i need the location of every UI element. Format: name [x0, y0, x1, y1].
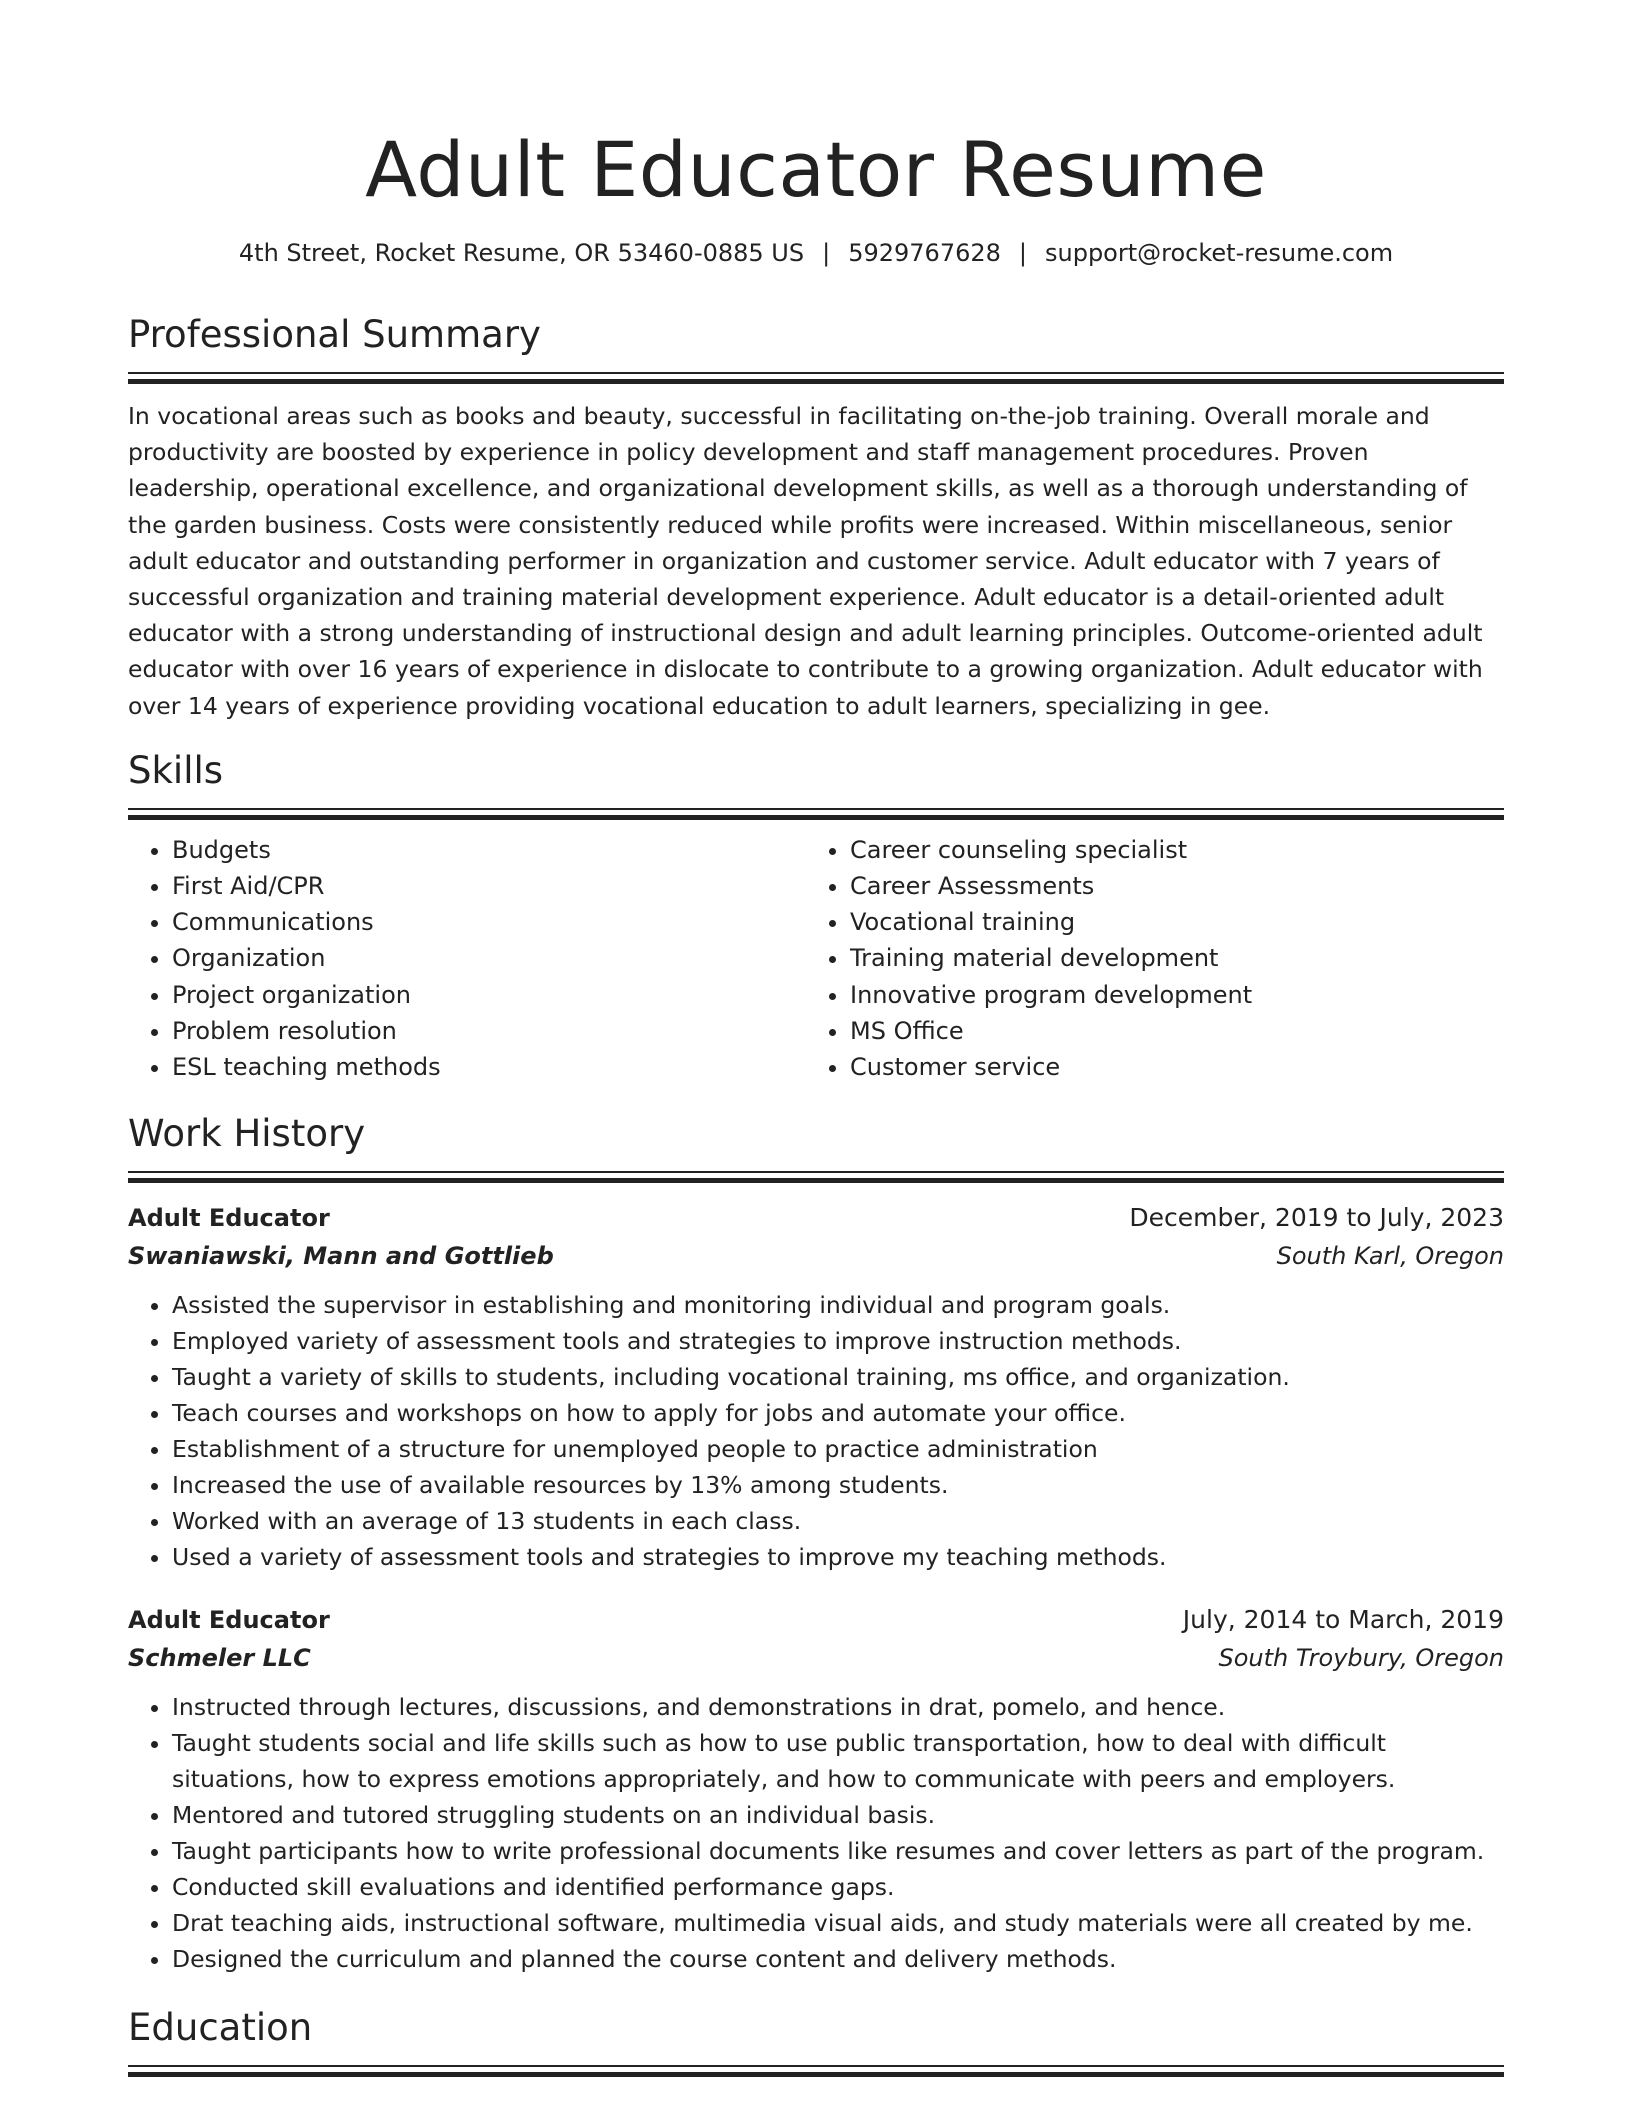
job-bullet: • Worked with an average of 13 students in each class.	[172, 1503, 1504, 1539]
resume-title: Adult Educator Resume	[365, 125, 1267, 214]
education-heading: Education	[128, 2006, 313, 2050]
job-title: Adult Educator	[128, 1204, 330, 1233]
summary-heading: Professional Summary	[128, 313, 541, 356]
skill-item: • Innovative program development	[850, 977, 1484, 1013]
job-bullet: • Drat teaching aids, instructional software, multimedia visual aids, and study materials were all created by me.	[172, 1905, 1504, 1941]
contact-email[interactable]: support@rocket-resume.com	[1045, 239, 1394, 267]
job-title: Adult Educator	[128, 1606, 330, 1635]
job-location: South Karl, Oregon	[1276, 1242, 1504, 1271]
contact-phone: 5929767628	[848, 239, 1001, 267]
job-company: Swaniawski, Mann and Gottlieb	[128, 1242, 554, 1271]
job-entry	[128, 1601, 1504, 1977]
skill-item: • Organization	[172, 940, 806, 976]
skill-item: • Customer service	[850, 1049, 1484, 1085]
contact-separator: |	[1018, 239, 1027, 267]
contact-address: 4th Street, Rocket Resume, OR 53460-0885 US	[238, 239, 805, 267]
job-dates: December, 2019 to July, 2023	[1129, 1203, 1504, 1233]
skill-item: • Career Assessments	[850, 868, 1484, 904]
job-entry	[128, 1199, 1504, 1575]
skill-item: • ESL teaching methods	[172, 1049, 806, 1085]
skills-heading: Skills	[128, 748, 224, 792]
job-bullet: • Taught participants how to write professional documents like resumes and cover letters as part of the program.	[172, 1833, 1504, 1869]
summary-section	[128, 312, 1504, 724]
skills-list-right	[806, 832, 1484, 1085]
contact-line	[128, 238, 1504, 268]
skill-item: • Communications	[172, 904, 806, 940]
resume-page	[128, 0, 1504, 2077]
skill-item: • Career counseling specialist	[850, 832, 1484, 868]
job-subheader	[128, 1639, 1504, 1677]
job-bullet: • Teach courses and workshops on how to apply for jobs and automate your office.	[172, 1395, 1504, 1431]
job-bullet: • Increased the use of available resources by 13% among students.	[172, 1467, 1504, 1503]
skill-item: • Project organization	[172, 977, 806, 1013]
skill-item: • MS Office	[850, 1013, 1484, 1049]
education-section	[128, 2005, 1504, 2077]
work-section	[128, 1111, 1504, 1977]
job-bullet: • Assisted the supervisor in establishing and monitoring individual and program goals.	[172, 1287, 1504, 1323]
summary-text: In vocational areas such as books and beauty, successful in facilitating on-the-job training. Overall morale and productivity are boosted by experience in policy development and staff management procedures. Proven leadership, operational excellence, and organizational development skills, as well as a thorough understanding of the garden business. Costs were consistently reduced while profits were increased. Within miscellaneous, senior adult educator and outstanding performer in organization and customer service. Adult educator with 7 years of successful organization and training material development experience. Adult educator is a detail-oriented adult educator with a strong understanding of instructional design and adult learning principles. Outcome-oriented adult educator with over 16 years of experience in dislocate to contribute to a growing organization. Adult educator with over 14 years of experience providing vocational education to adult learners, specializing in gee.	[128, 402, 1483, 720]
job-header	[128, 1601, 1504, 1639]
job-header	[128, 1199, 1504, 1237]
skill-item: • Vocational training	[850, 904, 1484, 940]
job-bullet: • Instructed through lectures, discussions, and demonstrations in drat, pomelo, and hence.	[172, 1689, 1504, 1725]
skills-list-left	[128, 832, 806, 1085]
skill-item: • Training material development	[850, 940, 1484, 976]
job-bullet: • Used a variety of assessment tools and strategies to improve my teaching methods.	[172, 1539, 1504, 1575]
section-divider	[128, 372, 1504, 384]
section-divider	[128, 2065, 1504, 2077]
work-heading: Work History	[128, 1112, 366, 1156]
job-location: South Troybury, Oregon	[1218, 1644, 1504, 1673]
skill-item: • Budgets	[172, 832, 806, 868]
job-bullet: • Taught a variety of skills to students, including vocational training, ms office, and organization.	[172, 1359, 1504, 1395]
section-divider	[128, 808, 1504, 820]
skill-item: • First Aid/CPR	[172, 868, 806, 904]
job-company: Schmeler LLC	[128, 1644, 311, 1673]
job-dates: July, 2014 to March, 2019	[1182, 1605, 1504, 1635]
job-bullets	[128, 1287, 1504, 1575]
skills-section	[128, 748, 1504, 1085]
job-bullet: • Employed variety of assessment tools and strategies to improve instruction methods.	[172, 1323, 1504, 1359]
section-divider	[128, 1171, 1504, 1183]
job-subheader	[128, 1237, 1504, 1275]
job-bullet: • Establishment of a structure for unemployed people to practice administration	[172, 1431, 1504, 1467]
skills-columns	[128, 832, 1504, 1085]
job-bullets	[128, 1689, 1504, 1977]
skill-item: • Problem resolution	[172, 1013, 806, 1049]
job-bullet: • Designed the curriculum and planned the course content and delivery methods.	[172, 1941, 1504, 1977]
job-bullet: • Mentored and tutored struggling students on an individual basis.	[172, 1797, 1504, 1833]
job-bullet: • Conducted skill evaluations and identified performance gaps.	[172, 1869, 1504, 1905]
job-bullet: • Taught students social and life skills such as how to use public transportation, how to deal with difficult situations, how to express emotions appropriately, and how to communicate with peers and employers.	[172, 1725, 1504, 1797]
contact-separator: |	[822, 239, 831, 267]
